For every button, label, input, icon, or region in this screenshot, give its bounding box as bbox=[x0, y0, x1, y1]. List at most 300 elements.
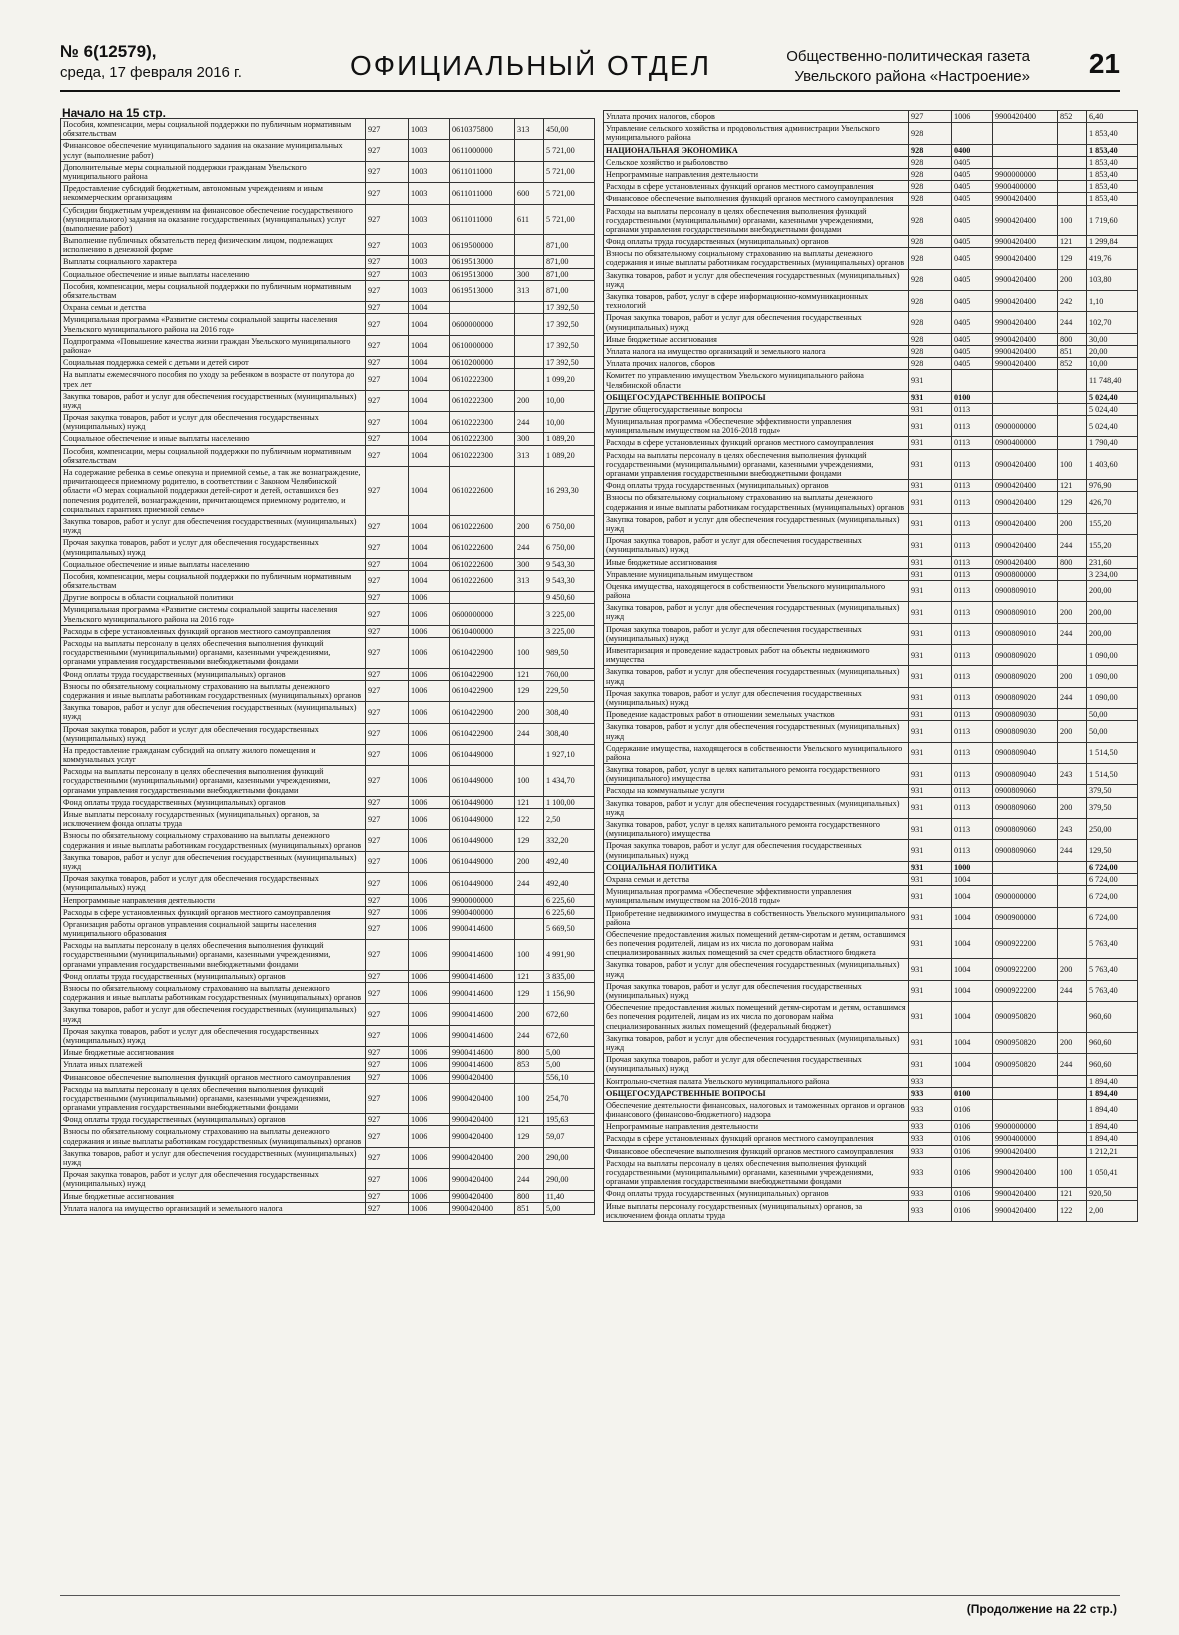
row-name-cell: Выплаты социального характера bbox=[61, 256, 366, 268]
table-row bbox=[61, 1071, 595, 1083]
row-code-cell: 313 bbox=[515, 280, 544, 301]
row-code-cell: 1004 bbox=[952, 1002, 993, 1033]
row-sum-cell: 1 894,40 bbox=[1087, 1133, 1138, 1145]
row-code-cell: 931 bbox=[909, 785, 952, 797]
row-name-cell: Обеспечение деятельности финансовых, налоговых и таможенных органов и органов финансового (финансово-бюджетного) надзора bbox=[604, 1099, 909, 1120]
row-sum-cell: 960,60 bbox=[1087, 1032, 1138, 1053]
row-code-cell: 121 bbox=[1058, 236, 1087, 248]
row-sum-cell: 200,00 bbox=[1087, 580, 1138, 601]
row-code-cell bbox=[1058, 873, 1087, 885]
row-code-cell: 1004 bbox=[409, 390, 450, 411]
row-sum-cell: 59,07 bbox=[544, 1126, 595, 1147]
row-name-cell: Фонд оплаты труда государственных (муниципальных) органов bbox=[61, 668, 366, 680]
row-code-cell: 200 bbox=[515, 1004, 544, 1025]
row-code-cell: 931 bbox=[909, 513, 952, 534]
table-row bbox=[61, 1004, 595, 1025]
row-code-cell: 200 bbox=[515, 515, 544, 536]
row-code-cell: 1004 bbox=[409, 335, 450, 356]
row-code-cell: 0610449000 bbox=[450, 809, 515, 830]
table-row bbox=[61, 1114, 595, 1126]
row-code-cell: 927 bbox=[366, 235, 409, 256]
row-sum-cell: 200,00 bbox=[1087, 623, 1138, 644]
row-name-cell: Управление муниципальным имуществом bbox=[604, 568, 909, 580]
row-code-cell: 0610375800 bbox=[450, 119, 515, 140]
row-code-cell: 1006 bbox=[409, 766, 450, 797]
row-code-cell: 927 bbox=[366, 1059, 409, 1071]
row-name-cell: Социальная поддержка семей с детьми и детей сирот bbox=[61, 357, 366, 369]
row-code-cell: 1004 bbox=[409, 357, 450, 369]
row-code-cell: 1004 bbox=[952, 873, 993, 885]
row-code-cell: 927 bbox=[366, 1047, 409, 1059]
table-row bbox=[61, 204, 595, 235]
table-row bbox=[61, 918, 595, 939]
row-code-cell: 244 bbox=[1058, 623, 1087, 644]
row-code-cell bbox=[1058, 123, 1087, 144]
row-code-cell: 0900420400 bbox=[993, 535, 1058, 556]
table-row bbox=[61, 702, 595, 723]
row-code-cell: 0900950820 bbox=[993, 1054, 1058, 1075]
row-name-cell: Прочая закупка товаров, работ и услуг для обеспечения государственных (муниципальных) нужд bbox=[604, 840, 909, 861]
row-sum-cell: 1 853,40 bbox=[1087, 168, 1138, 180]
row-code-cell: 0106 bbox=[952, 1200, 993, 1221]
row-code-cell: 931 bbox=[909, 861, 952, 873]
row-code-cell: 122 bbox=[1058, 1200, 1087, 1221]
table-row bbox=[61, 445, 595, 466]
row-code-cell: 0113 bbox=[952, 709, 993, 721]
row-code-cell: 0900809060 bbox=[993, 840, 1058, 861]
row-name-cell: Другие общегосударственные вопросы bbox=[604, 403, 909, 415]
row-name-cell: Организация работы органов управления социальной защиты населения муниципального образования bbox=[61, 918, 366, 939]
row-sum-cell: 976,90 bbox=[1087, 480, 1138, 492]
row-code-cell: 0611011000 bbox=[450, 183, 515, 204]
row-code-cell bbox=[515, 744, 544, 765]
row-code-cell: 927 bbox=[366, 515, 409, 536]
row-name-cell: Прочая закупка товаров, работ и услуг для обеспечения государственных (муниципальных) нужд bbox=[61, 412, 366, 433]
row-code-cell: 1006 bbox=[409, 851, 450, 872]
row-code-cell: 0113 bbox=[952, 480, 993, 492]
row-code-cell: 9900420400 bbox=[450, 1190, 515, 1202]
row-code-cell: 121 bbox=[515, 668, 544, 680]
row-sum-cell: 871,00 bbox=[544, 256, 595, 268]
row-name-cell: Финансовое обеспечение выполнения функций органов местного самоуправления bbox=[604, 1145, 909, 1157]
row-code-cell: 927 bbox=[366, 1147, 409, 1168]
row-code-cell: 1004 bbox=[952, 886, 993, 907]
row-code-cell bbox=[1058, 742, 1087, 763]
row-code-cell: 0405 bbox=[952, 236, 993, 248]
row-code-cell: 927 bbox=[366, 119, 409, 140]
row-code-cell: 0610449000 bbox=[450, 744, 515, 765]
row-code-cell bbox=[1058, 1075, 1087, 1087]
row-sum-cell: 1 099,20 bbox=[544, 369, 595, 390]
row-sum-cell: 6 225,60 bbox=[544, 894, 595, 906]
row-code-cell bbox=[993, 1087, 1058, 1099]
row-code-cell: 927 bbox=[366, 906, 409, 918]
row-sum-cell: 5 721,00 bbox=[544, 140, 595, 161]
table-row bbox=[61, 119, 595, 140]
row-name-cell: Уплата прочих налогов, сборов bbox=[604, 111, 909, 123]
row-sum-cell: 1 853,40 bbox=[1087, 144, 1138, 156]
table-row bbox=[604, 449, 1138, 480]
row-name-cell: Взносы по обязательному социальному страхованию на выплаты денежного содержания и иные выплаты работникам государственных (муниципальных) органов bbox=[61, 680, 366, 701]
row-code-cell: 0113 bbox=[952, 666, 993, 687]
row-name-cell: Расходы в сфере установленных функций органов местного самоуправления bbox=[604, 181, 909, 193]
row-sum-cell: 250,00 bbox=[1087, 819, 1138, 840]
row-name-cell: Прочая закупка товаров, работ и услуг для обеспечения государственных (муниципальных) нужд bbox=[61, 1169, 366, 1190]
row-code-cell: 300 bbox=[515, 433, 544, 445]
row-code-cell: 0610222600 bbox=[450, 537, 515, 558]
table-row bbox=[604, 248, 1138, 269]
row-sum-cell: 4 991,90 bbox=[544, 940, 595, 971]
row-code-cell: 244 bbox=[1058, 312, 1087, 333]
row-sum-cell: 5 024,40 bbox=[1087, 403, 1138, 415]
row-code-cell: 853 bbox=[515, 1059, 544, 1071]
row-code-cell bbox=[515, 592, 544, 604]
row-sum-cell: 20,00 bbox=[1087, 345, 1138, 357]
row-code-cell: 0405 bbox=[952, 156, 993, 168]
row-name-cell: Расходы в сфере установленных функций органов местного самоуправления bbox=[604, 437, 909, 449]
row-name-cell: Закупка товаров, работ и услуг для обеспечения государственных (муниципальных) нужд bbox=[604, 513, 909, 534]
row-sum-cell: 1 894,40 bbox=[1087, 1087, 1138, 1099]
row-code-cell: 0113 bbox=[952, 764, 993, 785]
row-code-cell: 0900809060 bbox=[993, 819, 1058, 840]
row-code-cell: 1004 bbox=[409, 445, 450, 466]
row-sum-cell: 10,00 bbox=[1087, 358, 1138, 370]
row-code-cell: 0100 bbox=[952, 1087, 993, 1099]
row-code-cell: 1003 bbox=[409, 268, 450, 280]
row-name-cell: Взносы по обязательному социальному страхованию на выплаты денежного содержания и иные выплаты работникам государственных (муниципальных) органов bbox=[61, 1126, 366, 1147]
table-row bbox=[61, 467, 595, 516]
row-sum-cell: 5 669,50 bbox=[544, 918, 595, 939]
row-code-cell: 1004 bbox=[409, 433, 450, 445]
row-code-cell: 1006 bbox=[409, 1126, 450, 1147]
row-code-cell: 0113 bbox=[952, 623, 993, 644]
row-code-cell: 1003 bbox=[409, 119, 450, 140]
row-code-cell: 927 bbox=[366, 983, 409, 1004]
row-sum-cell: 1 514,50 bbox=[1087, 742, 1138, 763]
row-code-cell: 927 bbox=[366, 702, 409, 723]
row-code-cell: 927 bbox=[366, 369, 409, 390]
row-code-cell: 0619513000 bbox=[450, 280, 515, 301]
row-sum-cell: 1 090,00 bbox=[1087, 645, 1138, 666]
row-sum-cell: 5,00 bbox=[544, 1059, 595, 1071]
row-code-cell: 9900414600 bbox=[450, 918, 515, 939]
row-code-cell: 0900420400 bbox=[993, 449, 1058, 480]
row-code-cell: 0113 bbox=[952, 721, 993, 742]
row-code-cell bbox=[515, 140, 544, 161]
row-code-cell: 9900414600 bbox=[450, 1059, 515, 1071]
row-sum-cell: 2,50 bbox=[544, 809, 595, 830]
table-row bbox=[61, 140, 595, 161]
row-name-cell: Пособия, компенсации, меры социальной поддержки по публичным нормативным обязательствам bbox=[61, 119, 366, 140]
row-code-cell: 0113 bbox=[952, 492, 993, 513]
row-code-cell: 927 bbox=[366, 970, 409, 982]
row-code-cell: 1004 bbox=[952, 907, 993, 928]
row-code-cell: 9900414600 bbox=[450, 1025, 515, 1046]
row-name-cell: На содержание ребенка в семье опекуна и приемной семье, а так же вознаграждение, причитающееся приемному родителю, в соответствии с Законом Челябинской области «О мерах социальной поддержки детей-сирот и детей, оставшихся без попечения родителей, вознаграждении, причитающемся приемному родителю, и социальных гарантиях приемной семье» bbox=[61, 467, 366, 516]
row-code-cell: 927 bbox=[366, 467, 409, 516]
row-code-cell bbox=[450, 592, 515, 604]
row-code-cell: 927 bbox=[366, 1169, 409, 1190]
table-row bbox=[604, 181, 1138, 193]
row-code-cell: 0106 bbox=[952, 1157, 993, 1188]
row-code-cell: 928 bbox=[909, 248, 952, 269]
table-row bbox=[604, 437, 1138, 449]
row-code-cell: 927 bbox=[366, 357, 409, 369]
row-code-cell: 0610422900 bbox=[450, 638, 515, 669]
row-code-cell: 0113 bbox=[952, 449, 993, 480]
row-code-cell: 0900809010 bbox=[993, 602, 1058, 623]
row-code-cell: 1003 bbox=[409, 140, 450, 161]
start-note: Начало на 15 стр. bbox=[62, 106, 166, 120]
row-name-cell: Фонд оплаты труда государственных (муниципальных) органов bbox=[61, 970, 366, 982]
table-row bbox=[61, 369, 595, 390]
row-code-cell: 928 bbox=[909, 205, 952, 236]
row-code-cell: 931 bbox=[909, 623, 952, 644]
row-name-cell: Закупка товаров, работ и услуг для обеспечения государственных (муниципальных) нужд bbox=[604, 1032, 909, 1053]
row-sum-cell: 50,00 bbox=[1087, 709, 1138, 721]
row-code-cell: 931 bbox=[909, 873, 952, 885]
row-sum-cell: 155,20 bbox=[1087, 513, 1138, 534]
row-code-cell: 9900420400 bbox=[993, 205, 1058, 236]
table-row bbox=[61, 830, 595, 851]
row-name-cell: Закупка товаров, работ и услуг для обеспечения государственных (муниципальных) нужд bbox=[61, 702, 366, 723]
row-code-cell: 927 bbox=[366, 940, 409, 971]
row-code-cell: 611 bbox=[515, 204, 544, 235]
table-row bbox=[604, 980, 1138, 1001]
row-name-cell: Расходы в сфере установленных функций органов местного самоуправления bbox=[604, 1133, 909, 1145]
row-name-cell: Уплата налога на имущество организаций и земельного налога bbox=[604, 345, 909, 357]
row-sum-cell: 6 724,00 bbox=[1087, 861, 1138, 873]
row-code-cell: 1006 bbox=[409, 1169, 450, 1190]
row-code-cell: 928 bbox=[909, 269, 952, 290]
row-code-cell bbox=[1058, 156, 1087, 168]
row-code-cell: 0900809020 bbox=[993, 645, 1058, 666]
row-code-cell: 927 bbox=[366, 638, 409, 669]
row-code-cell bbox=[1058, 181, 1087, 193]
row-name-cell: Приобретение недвижимого имущества в собственность Увельского муниципального района bbox=[604, 907, 909, 928]
row-code-cell: 0400 bbox=[952, 144, 993, 156]
row-name-cell: Расходы на коммунальные услуги bbox=[604, 785, 909, 797]
row-code-cell bbox=[515, 161, 544, 182]
row-sum-cell: 308,40 bbox=[544, 702, 595, 723]
row-sum-cell: 231,60 bbox=[1087, 556, 1138, 568]
row-code-cell: 927 bbox=[366, 558, 409, 570]
row-code-cell: 129 bbox=[1058, 248, 1087, 269]
row-code-cell: 9900400000 bbox=[450, 906, 515, 918]
row-code-cell: 129 bbox=[515, 1126, 544, 1147]
row-name-cell: Взносы по обязательному социальному страхованию на выплаты денежного содержания и иные выплаты работникам государственных (муниципальных) органов bbox=[604, 492, 909, 513]
row-code-cell: 927 bbox=[366, 1126, 409, 1147]
row-sum-cell: 17 392,50 bbox=[544, 357, 595, 369]
row-code-cell: 121 bbox=[1058, 480, 1087, 492]
row-code-cell: 0900809040 bbox=[993, 764, 1058, 785]
row-code-cell: 927 bbox=[366, 680, 409, 701]
row-code-cell: 9900420400 bbox=[993, 236, 1058, 248]
row-code-cell: 927 bbox=[366, 894, 409, 906]
row-code-cell: 242 bbox=[1058, 291, 1087, 312]
row-name-cell: Непрограммные направления деятельности bbox=[61, 894, 366, 906]
row-name-cell: Непрограммные направления деятельности bbox=[604, 1121, 909, 1133]
row-sum-cell: 17 392,50 bbox=[544, 302, 595, 314]
table-row bbox=[604, 764, 1138, 785]
row-sum-cell: 1,10 bbox=[1087, 291, 1138, 312]
row-name-cell: Социальное обеспечение и иные выплаты населению bbox=[61, 268, 366, 280]
row-code-cell: 1006 bbox=[409, 702, 450, 723]
row-sum-cell: 5 763,40 bbox=[1087, 959, 1138, 980]
table-row bbox=[61, 906, 595, 918]
row-sum-cell: 1 927,10 bbox=[544, 744, 595, 765]
page-header bbox=[60, 42, 1120, 92]
row-code-cell: 244 bbox=[1058, 1054, 1087, 1075]
row-code-cell: 1006 bbox=[409, 983, 450, 1004]
row-sum-cell: 379,50 bbox=[1087, 797, 1138, 818]
row-code-cell: 0900809060 bbox=[993, 785, 1058, 797]
row-code-cell: 927 bbox=[366, 412, 409, 433]
page-number: 21 bbox=[1088, 48, 1120, 79]
newspaper-name-line1: Общественно-политическая газета bbox=[786, 48, 1030, 65]
row-name-cell: Закупка товаров, работ и услуг для обеспечения государственных (муниципальных) нужд bbox=[604, 797, 909, 818]
row-code-cell: 931 bbox=[909, 535, 952, 556]
row-code-cell: 0113 bbox=[952, 645, 993, 666]
row-sum-cell: 9 543,30 bbox=[544, 558, 595, 570]
row-code-cell: 933 bbox=[909, 1145, 952, 1157]
row-code-cell: 927 bbox=[366, 1190, 409, 1202]
row-code-cell: 931 bbox=[909, 370, 952, 391]
row-sum-cell: 290,00 bbox=[544, 1147, 595, 1168]
row-code-cell: 928 bbox=[909, 358, 952, 370]
row-name-cell: Другие вопросы в области социальной политики bbox=[61, 592, 366, 604]
table-row bbox=[61, 515, 595, 536]
row-code-cell: 1006 bbox=[409, 1202, 450, 1214]
row-name-cell: Расходы в сфере установленных функций органов местного самоуправления bbox=[61, 906, 366, 918]
row-code-cell: 933 bbox=[909, 1157, 952, 1188]
row-code-cell: 0900809030 bbox=[993, 721, 1058, 742]
row-code-cell: 9900420400 bbox=[993, 1145, 1058, 1157]
row-code-cell bbox=[515, 369, 544, 390]
row-name-cell: Расходы на выплаты персоналу в целях обеспечения выполнения функций государственными (муниципальными) органами, казенными учреждениями, органами управления государственными внебюджетными фондами bbox=[61, 1083, 366, 1114]
row-code-cell: 9900414600 bbox=[450, 940, 515, 971]
row-sum-cell: 450,00 bbox=[544, 119, 595, 140]
row-code-cell: 927 bbox=[366, 851, 409, 872]
row-code-cell: 927 bbox=[366, 668, 409, 680]
row-sum-cell: 3 225,00 bbox=[544, 604, 595, 625]
row-code-cell bbox=[1058, 1002, 1087, 1033]
table-row bbox=[604, 721, 1138, 742]
row-code-cell bbox=[1058, 370, 1087, 391]
row-code-cell: 0900420400 bbox=[993, 492, 1058, 513]
table-row bbox=[61, 604, 595, 625]
row-sum-cell: 5 763,40 bbox=[1087, 980, 1138, 1001]
row-code-cell bbox=[515, 335, 544, 356]
row-name-cell: Прочая закупка товаров, работ и услуг для обеспечения государственных (муниципальных) нужд bbox=[61, 1025, 366, 1046]
row-name-cell: Расходы на выплаты персоналу в целях обеспечения выполнения функций государственными (муниципальными) органами, казенными учреждениями, органами управления государственными внебюджетными фондами bbox=[604, 1157, 909, 1188]
row-code-cell bbox=[1058, 1145, 1087, 1157]
row-name-cell: Закупка товаров, работ и услуг для обеспечения государственных (муниципальных) нужд bbox=[604, 666, 909, 687]
row-code-cell: 0405 bbox=[952, 312, 993, 333]
row-code-cell: 0610449000 bbox=[450, 851, 515, 872]
row-code-cell bbox=[1058, 437, 1087, 449]
row-code-cell bbox=[993, 403, 1058, 415]
row-code-cell: 927 bbox=[366, 390, 409, 411]
row-sum-cell: 6 750,00 bbox=[544, 537, 595, 558]
row-code-cell: 0900420400 bbox=[993, 480, 1058, 492]
row-code-cell: 0619500000 bbox=[450, 235, 515, 256]
row-name-cell: Взносы по обязательному социальному страхованию на выплаты денежного содержания и иные выплаты работникам государственных (муниципальных) органов bbox=[61, 983, 366, 1004]
row-name-cell: Фонд оплаты труда государственных (муниципальных) органов bbox=[61, 1114, 366, 1126]
table-row bbox=[604, 193, 1138, 205]
continuation-note: (Продолжение на 22 стр.) bbox=[966, 1602, 1117, 1616]
row-code-cell: 0619513000 bbox=[450, 268, 515, 280]
row-sum-cell: 9 543,30 bbox=[544, 570, 595, 591]
row-name-cell: Закупка товаров, работ и услуг для обеспечения государственных (муниципальных) нужд bbox=[604, 269, 909, 290]
row-code-cell: 0610422900 bbox=[450, 680, 515, 701]
row-name-cell: Фонд оплаты труда государственных (муниципальных) органов bbox=[604, 1188, 909, 1200]
table-row bbox=[61, 433, 595, 445]
row-code-cell: 931 bbox=[909, 1054, 952, 1075]
row-code-cell: 0610222600 bbox=[450, 467, 515, 516]
row-name-cell: Проведение кадастровых работ в отношении земельных участков bbox=[604, 709, 909, 721]
row-code-cell: 927 bbox=[366, 625, 409, 637]
row-code-cell: 0113 bbox=[952, 535, 993, 556]
row-code-cell bbox=[993, 1099, 1058, 1120]
row-name-cell: Расходы на выплаты персоналу в целях обеспечения выполнения функций государственными (муниципальными) органами, казенными учреждениями, органами управления государственными внебюджетными фондами bbox=[604, 449, 909, 480]
row-sum-cell: 1 434,70 bbox=[544, 766, 595, 797]
row-code-cell: 9900420400 bbox=[993, 358, 1058, 370]
table-row bbox=[604, 959, 1138, 980]
row-name-cell: Расходы на выплаты персоналу в целях обеспечения выполнения функций государственными (муниципальными) органами, казенными учреждениями, органами управления государственными внебюджетными фондами bbox=[61, 940, 366, 971]
row-code-cell: 931 bbox=[909, 391, 952, 403]
table-row bbox=[604, 156, 1138, 168]
row-code-cell: 0610222300 bbox=[450, 433, 515, 445]
row-code-cell bbox=[515, 906, 544, 918]
row-name-cell: Иные бюджетные ассигнования bbox=[604, 556, 909, 568]
row-code-cell: 0611011000 bbox=[450, 161, 515, 182]
table-row bbox=[604, 144, 1138, 156]
row-code-cell: 9900414600 bbox=[450, 1047, 515, 1059]
row-code-cell: 0610200000 bbox=[450, 357, 515, 369]
row-code-cell: 0405 bbox=[952, 193, 993, 205]
table-row bbox=[604, 312, 1138, 333]
newspaper-name-line2: Увельского района «Настроение» bbox=[794, 68, 1030, 85]
row-code-cell: 9900400000 bbox=[993, 181, 1058, 193]
table-row bbox=[604, 480, 1138, 492]
row-code-cell: 931 bbox=[909, 819, 952, 840]
row-code-cell: 1004 bbox=[952, 959, 993, 980]
row-code-cell: 200 bbox=[1058, 721, 1087, 742]
row-sum-cell: 17 392,50 bbox=[544, 314, 595, 335]
table-row bbox=[61, 809, 595, 830]
row-code-cell bbox=[1058, 928, 1087, 959]
row-code-cell: 800 bbox=[1058, 556, 1087, 568]
row-sum-cell: 195,63 bbox=[544, 1114, 595, 1126]
table-row bbox=[604, 123, 1138, 144]
table-row bbox=[604, 623, 1138, 644]
row-code-cell: 0113 bbox=[952, 785, 993, 797]
row-code-cell: 9900420400 bbox=[450, 1202, 515, 1214]
row-sum-cell: 3 835,00 bbox=[544, 970, 595, 982]
row-code-cell bbox=[993, 156, 1058, 168]
row-name-cell: Закупка товаров, работ, услуг в целях капитального ремонта государственного (муниципального) имущества bbox=[604, 764, 909, 785]
row-code-cell bbox=[993, 123, 1058, 144]
table-row bbox=[61, 940, 595, 971]
table-row bbox=[61, 1202, 595, 1214]
row-sum-cell: 492,40 bbox=[544, 851, 595, 872]
row-code-cell: 0610222300 bbox=[450, 369, 515, 390]
row-code-cell: 200 bbox=[1058, 269, 1087, 290]
left-column bbox=[60, 118, 579, 1215]
row-code-cell: 1004 bbox=[952, 1032, 993, 1053]
row-code-cell: 0100 bbox=[952, 391, 993, 403]
